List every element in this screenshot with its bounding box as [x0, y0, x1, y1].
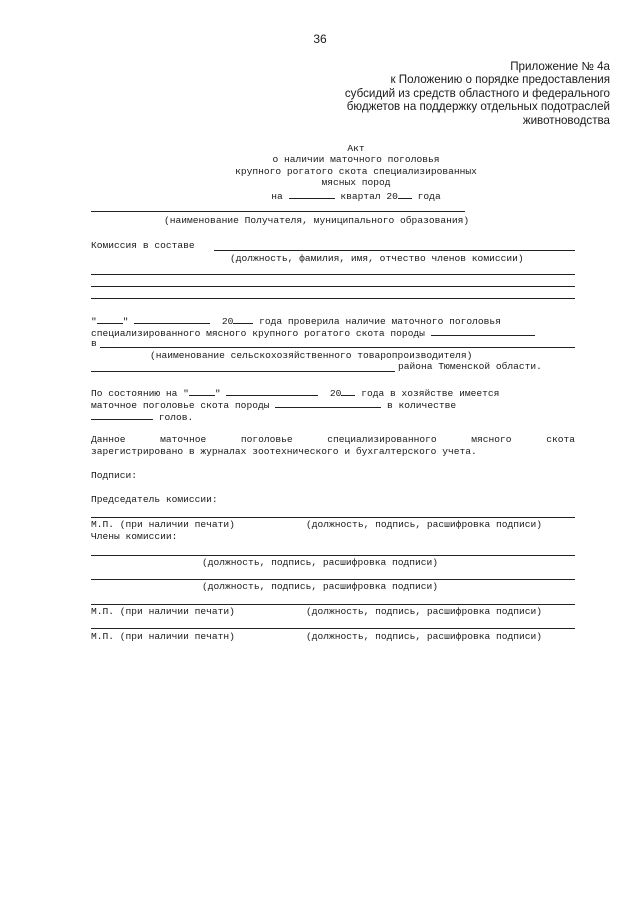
- producer-field[interactable]: [100, 347, 575, 348]
- month-blank[interactable]: [134, 314, 210, 324]
- registered-line-2: зарегистрировано в журналах зоотехнического и бухгалтерского учета.: [91, 446, 477, 457]
- header-line: субсидий из средств областного и федерального: [344, 86, 610, 100]
- header-line: бюджетов на поддержку отдельных подотраслей: [346, 100, 610, 114]
- in-label: в: [91, 338, 97, 349]
- position-caption: (должность, подпись, расшифровка подписи): [306, 631, 543, 642]
- producer-caption: (наименование сельскохозяйственного товаропроизводителя): [150, 350, 473, 361]
- check-line-1: " " 20 года проверила наличие маточного поголовья: [91, 316, 501, 327]
- signatures-label: Подписи:: [91, 470, 138, 481]
- title-line: о наличии маточного поголовья: [272, 154, 440, 166]
- title-line: мясных пород: [321, 177, 391, 189]
- position-caption: (должность, подпись, расшифровка подписи): [306, 606, 543, 617]
- year-blank[interactable]: [341, 386, 355, 396]
- title-quarter-line: на квартал 20 года: [271, 190, 441, 202]
- header-line: животноводства: [522, 113, 610, 127]
- day-blank[interactable]: [97, 314, 123, 324]
- year-blank[interactable]: [398, 189, 412, 199]
- page-number: 36: [313, 32, 327, 46]
- recipient-caption: (наименование Получателя, муниципального образования): [164, 215, 470, 226]
- member-signature-field[interactable]: [91, 555, 575, 556]
- commission-field-line[interactable]: [91, 298, 575, 299]
- commission-field[interactable]: [214, 250, 575, 251]
- title-line: Акт: [347, 143, 365, 154]
- position-caption: (должность, подпись, расшифровка подписи): [202, 581, 439, 592]
- appendix-header: [345, 60, 610, 127]
- member-signature-field[interactable]: [91, 604, 575, 605]
- header-line: Приложение № 4а: [510, 60, 610, 73]
- commission-field-line[interactable]: [91, 274, 575, 275]
- position-caption: (должность, подпись, расшифровка подписи): [306, 519, 543, 530]
- act-title: [0, 143, 640, 202]
- state-line-2: маточное поголовье скота породы в количестве: [91, 400, 457, 411]
- members-label: Члены комиссии:: [91, 531, 178, 542]
- commission-caption: (должность, фамилия, имя, отчество членов комиссии): [230, 253, 524, 264]
- day-blank[interactable]: [189, 386, 215, 396]
- state-line-1: По состоянию на " " 20 года в хозяйстве имеется: [91, 388, 500, 399]
- chairman-signature-field[interactable]: [91, 517, 575, 518]
- region-suffix: района Тюменской области.: [398, 361, 542, 372]
- chairman-label: Председатель комиссии:: [91, 494, 218, 505]
- member-signature-field[interactable]: [91, 628, 575, 629]
- position-caption: (должность, подпись, расшифровка подписи): [202, 557, 439, 568]
- header-line: к Положению о порядке предоставления: [390, 73, 610, 87]
- stamp-label: М.П. (при наличии печати): [91, 519, 235, 530]
- stamp-label: М.П. (при наличии печати): [91, 606, 235, 617]
- recipient-field[interactable]: [91, 211, 465, 212]
- quarter-blank[interactable]: [289, 189, 335, 199]
- district-field[interactable]: [91, 371, 395, 372]
- member-signature-field[interactable]: [91, 579, 575, 580]
- month-blank[interactable]: [226, 386, 318, 396]
- breed-blank[interactable]: [431, 326, 535, 336]
- commission-field-line[interactable]: [91, 286, 575, 287]
- stamp-label: М.П. (при наличии печатн): [91, 631, 235, 642]
- heads-blank[interactable]: [91, 410, 153, 420]
- registered-line-1: Данное маточное поголовье специализированного мясного скота: [91, 434, 575, 445]
- commission-label: Комиссия в составе: [91, 240, 195, 251]
- check-line-2: специализированного мясного крупного рогатого скота породы: [91, 326, 535, 339]
- title-line: крупного рогатого скота специализированных: [235, 165, 477, 177]
- year-blank[interactable]: [233, 314, 253, 324]
- state-line-3: голов.: [91, 410, 193, 423]
- breed-blank[interactable]: [275, 398, 381, 408]
